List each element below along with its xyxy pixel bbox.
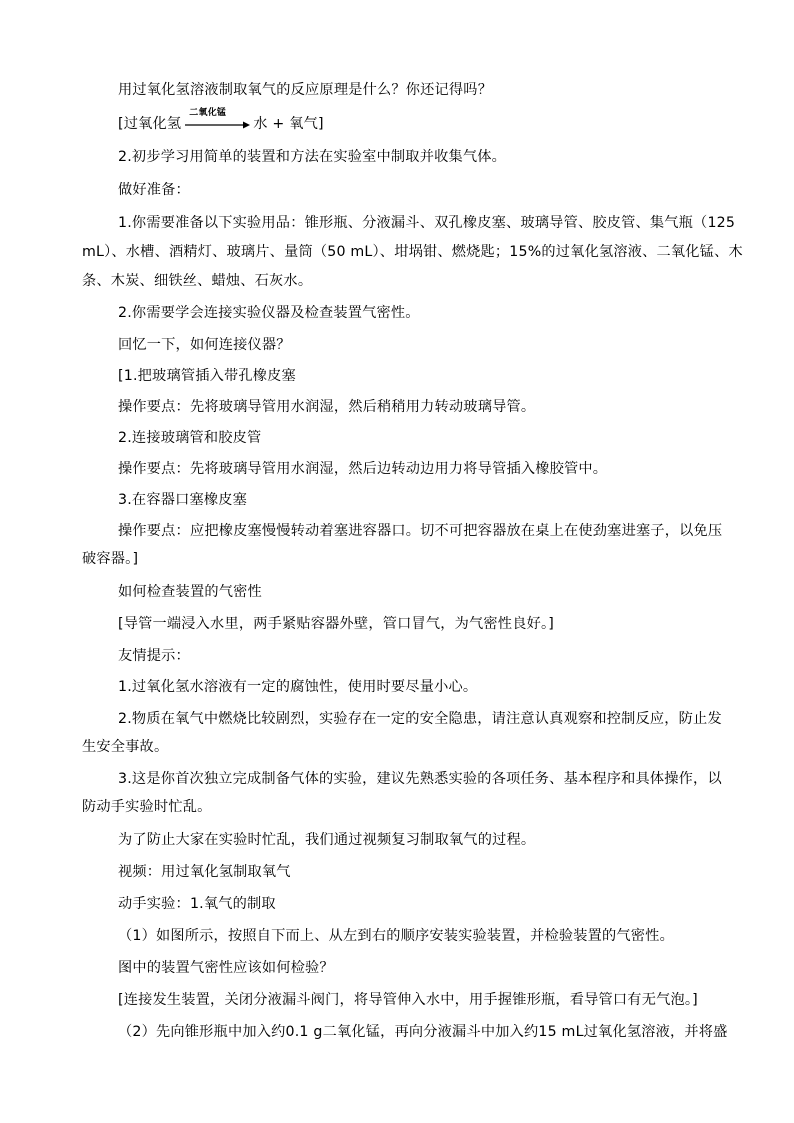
section-prepare: 做好准备： (118, 182, 190, 198)
step-1-tip: 操作要点：先将玻璃导管用水润湿，然后稍稍用力转动玻璃导管。 (118, 399, 536, 415)
arrow-icon (183, 120, 251, 130)
tip-3-line-1: 3.这是你首次独立完成制备气体的实验，建议先熟悉实验的各项任务、基本程序和具体操作，以 (118, 771, 722, 787)
figure-question: 图中的装置气密性应该如何检验？ (118, 960, 334, 976)
step-2-title: 2.连接玻璃管和胶皮管 (118, 430, 262, 446)
reactant-text: [过氧化氢 (118, 116, 182, 132)
video-title: 视频：用过氧化氢制取氧气 (118, 864, 291, 880)
materials-line-3: 条、木炭、细铁丝、蜡烛、石灰水。 (82, 273, 313, 289)
step-3-tip-line-1: 操作要点：应把橡皮塞慢慢转动着塞进容器口。切不可把容器放在桌上在使劲塞进塞子，以免压 (118, 523, 723, 539)
product-text: 水 + 氧气] (253, 116, 324, 132)
recall-question: 回忆一下，如何连接仪器？ (118, 337, 291, 353)
tip-2-line-2: 生安全事故。 (82, 739, 169, 755)
skill-requirement: 2.你需要学会连接实验仪器及检查装置气密性。 (118, 305, 420, 321)
tip-2-line-1: 2.物质在氧气中燃烧比较剧烈，实验存在一定的安全隐患，请注意认真观察和控制反应，防止发 (118, 711, 722, 727)
figure-answer: [连接发生装置，关闭分液漏斗阀门，将导管伸入水中，用手握锥形瓶，看导管口有无气泡。] (118, 992, 698, 1008)
catalyst-label: 二氧化锰 (189, 108, 227, 118)
tip-3-line-2: 防动手实验时忙乱。 (82, 799, 212, 815)
question-reaction-principle: 用过氧化氢溶液制取氧气的反应原理是什么？你还记得吗？ (118, 82, 493, 98)
objective-2: 2.初步学习用简单的装置和方法在实验室中制取并收集气体。 (118, 149, 507, 165)
reaction-equation (118, 108, 324, 134)
friendly-tips-heading: 友情提示： (118, 648, 190, 664)
airtightness-question: 如何检查装置的气密性 (118, 584, 262, 600)
step-3-title: 3.在容器口塞橡皮塞 (118, 492, 248, 508)
materials-line-2: mL）、水槽、酒精灯、玻璃片、量筒（50 mL）、坩埚钳、燃烧匙；15%的过氧化氢溶液、二氧化锰、木 (82, 244, 743, 260)
procedure-step-1: （1）如图所示，按照自下而上、从左到右的顺序安装实验装置，并检验装置的气密性。 (118, 928, 674, 944)
reaction-arrow (183, 108, 251, 134)
step-3-tip-line-2: 破容器。] (82, 551, 139, 567)
materials-line-1: 1.你需要准备以下实验用品：锥形瓶、分液漏斗、双孔橡皮塞、玻璃导管、胶皮管、集气瓶（125 (118, 215, 736, 231)
step-1-title: [1.把玻璃管插入带孔橡皮塞 (118, 368, 296, 384)
tip-1: 1.过氧化氢水溶液有一定的腐蚀性，使用时要尽量小心。 (118, 679, 478, 695)
procedure-step-2: （2）先向锥形瓶中加入约0.1 g二氧化锰，再向分液漏斗中加入约15 mL过氧化氢溶液，并将盛 (118, 1024, 728, 1040)
airtightness-answer: [导管一端浸入水里，两手紧贴容器外壁，管口冒气，为气密性良好。] (118, 616, 554, 632)
video-intro: 为了防止大家在实验时忙乱，我们通过视频复习制取氧气的过程。 (118, 832, 536, 848)
step-2-tip: 操作要点：先将玻璃导管用水润湿，然后边转动边用力将导管插入橡胶管中。 (118, 461, 608, 477)
hands-on-heading: 动手实验：1.氧气的制取 (118, 896, 276, 912)
